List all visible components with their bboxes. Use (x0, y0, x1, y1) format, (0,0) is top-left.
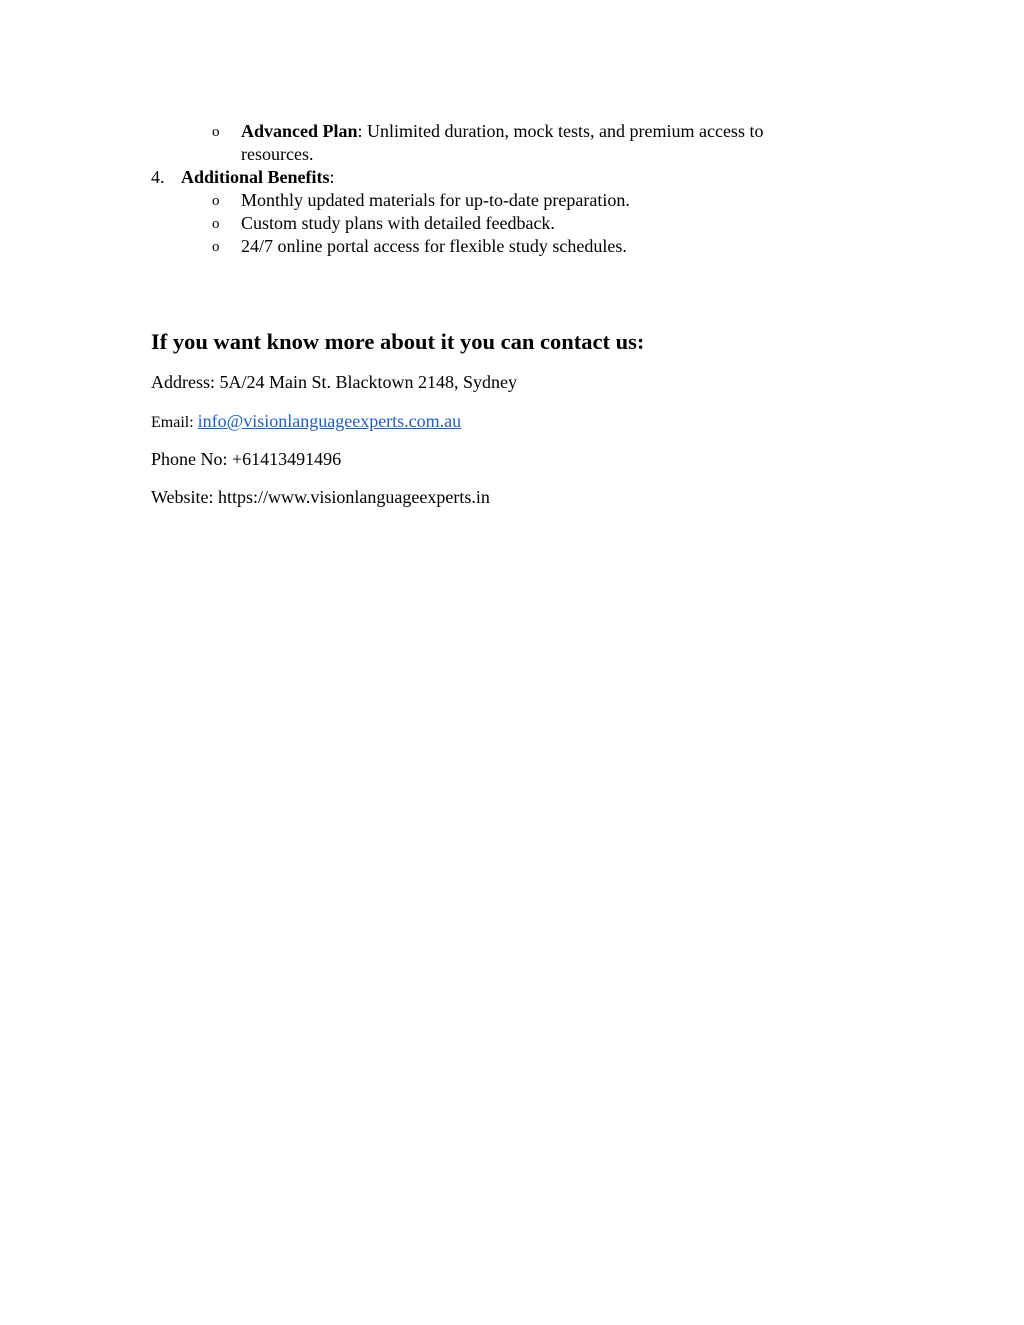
email-link[interactable]: info@visionlanguageexperts.com.au (197, 411, 462, 431)
list-item: 24/7 online portal access for flexible study schedules. (241, 236, 627, 256)
list-item: Custom study plans with detailed feedback. (241, 213, 555, 233)
advanced-plan-title: Advanced Plan (241, 121, 358, 141)
list-bullet: o (212, 239, 220, 255)
email-label: Email: (151, 414, 198, 431)
list-bullet: o (212, 124, 220, 140)
additional-benefits-item: Additional Benefits: (181, 167, 335, 187)
list-number: 4. (151, 167, 165, 187)
list-bullet: o (212, 193, 220, 209)
advanced-plan-text-continued: resources. (241, 144, 314, 164)
additional-benefits-title: Additional Benefits (181, 167, 330, 187)
advanced-plan-text: : Unlimited duration, mock tests, and premium access to (357, 121, 764, 141)
contact-heading: If you want know more about it you can contact us: (151, 329, 645, 354)
contact-address: Address: 5A/24 Main St. Blacktown 2148, Sydney (151, 372, 517, 392)
advanced-plan-item (241, 120, 763, 143)
contact-phone: Phone No: +61413491496 (151, 449, 342, 469)
contact-website: Website: https://www.visionlanguageexperts.in (151, 487, 490, 507)
list-item: Monthly updated materials for up-to-date preparation. (241, 190, 630, 210)
list-bullet: o (212, 216, 220, 232)
contact-email (151, 410, 461, 434)
